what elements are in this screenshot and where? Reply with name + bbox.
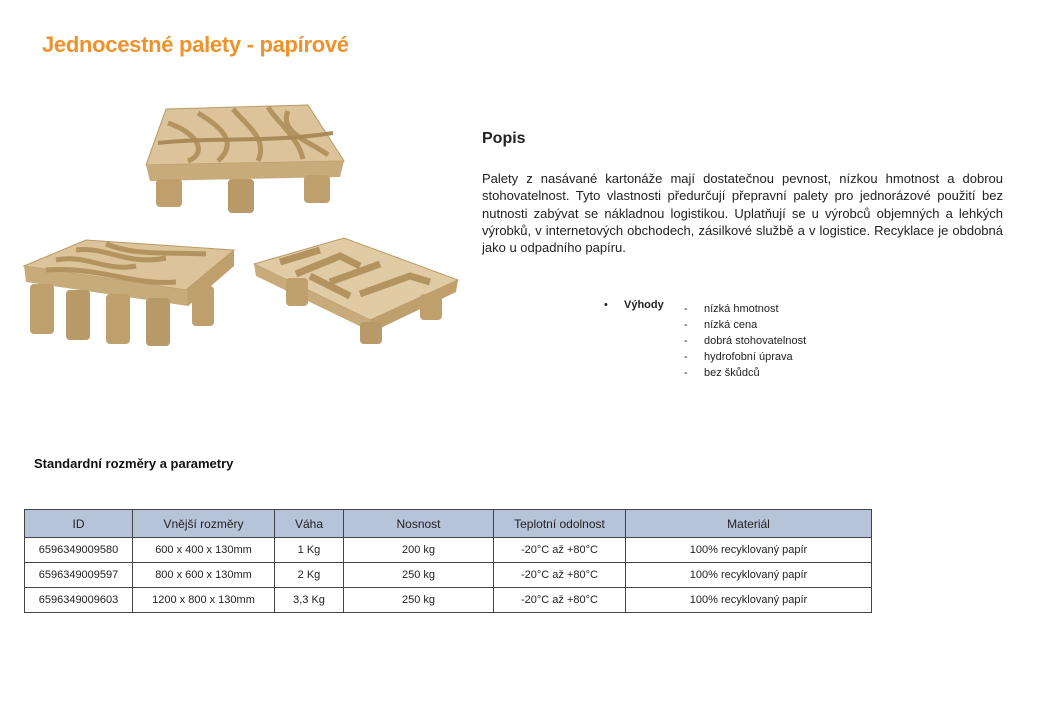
list-item: - hydrofobní úprava bbox=[684, 351, 793, 363]
cell-material: 100% recyklovaný papír bbox=[626, 563, 872, 588]
cell-material: 100% recyklovaný papír bbox=[626, 538, 872, 563]
cell-dimensions: 600 x 400 x 130mm bbox=[133, 538, 275, 563]
cell-weight: 1 Kg bbox=[275, 538, 344, 563]
column-header-material: Materiál bbox=[626, 510, 872, 538]
list-item: - nízká hmotnost bbox=[684, 303, 779, 315]
column-header-id: ID bbox=[25, 510, 133, 538]
cell-temperature: -20°C až +80°C bbox=[494, 538, 626, 563]
cell-temperature: -20°C až +80°C bbox=[494, 563, 626, 588]
description-text: Palety z nasávané kartonáže mají dostatečnou pevnost, nízkou hmotnost a dobrou stohovatelnost. Tyto vlastnosti předurčují přepravní palety pro jednorázové použití bez nutnosti zabývat se nákladnou logistikou. Uplatňují se u výrobců objemných a lehkých výrobků, v internetových obchodech, zásilkové službě a v logistice. Recyklace je obdobná jako u odpadního papíru. bbox=[482, 171, 1003, 256]
cell-dimensions: 1200 x 800 x 130mm bbox=[133, 588, 275, 613]
pallet-image-bottom-left bbox=[16, 236, 238, 351]
cell-id: 6596349009603 bbox=[25, 588, 133, 613]
bullet-icon: • bbox=[604, 299, 608, 311]
table-row bbox=[25, 563, 872, 588]
cell-dimensions: 800 x 600 x 130mm bbox=[133, 563, 275, 588]
list-item: - nízká cena bbox=[684, 319, 758, 331]
list-item: - bez škůdců bbox=[684, 367, 760, 379]
column-header-temperature: Teplotní odolnost bbox=[494, 510, 626, 538]
cell-load: 250 kg bbox=[344, 563, 494, 588]
specs-table bbox=[24, 509, 872, 613]
cell-temperature: -20°C až +80°C bbox=[494, 588, 626, 613]
benefits-label: Výhody bbox=[624, 299, 664, 311]
cell-id: 6596349009580 bbox=[25, 538, 133, 563]
description-heading: Popis bbox=[482, 130, 526, 147]
table-header-row bbox=[25, 510, 872, 538]
cell-load: 250 kg bbox=[344, 588, 494, 613]
column-header-load: Nosnost bbox=[344, 510, 494, 538]
table-row bbox=[25, 538, 872, 563]
column-header-weight: Váha bbox=[275, 510, 344, 538]
list-item: - dobrá stohovatelnost bbox=[684, 335, 807, 347]
specs-heading: Standardní rozměry a parametry bbox=[34, 456, 234, 471]
column-header-dimensions: Vnější rozměry bbox=[133, 510, 275, 538]
cell-weight: 3,3 Kg bbox=[275, 588, 344, 613]
cell-material: 100% recyklovaný papír bbox=[626, 588, 872, 613]
page-title: Jednocestné palety - papírové bbox=[42, 32, 349, 57]
cell-id: 6596349009597 bbox=[25, 563, 133, 588]
cell-weight: 2 Kg bbox=[275, 563, 344, 588]
table-row bbox=[25, 588, 872, 613]
cell-load: 200 kg bbox=[344, 538, 494, 563]
pallet-image-top bbox=[128, 103, 348, 228]
pallet-image-bottom-right bbox=[250, 236, 462, 346]
